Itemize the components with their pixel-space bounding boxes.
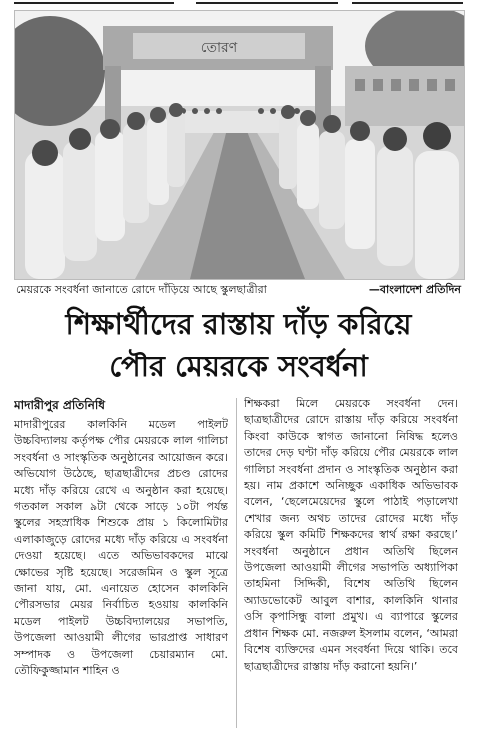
- byline: মাদারীপুর প্রতিনিধি: [14, 398, 106, 412]
- news-photo-illustration: [15, 11, 464, 279]
- article-body-right: শিক্ষকরা মিলে মেয়রকে সংবর্ধনা দেন। ছাত্রছাত্রীদের রোদে রাস্তায় দাঁড় করিয়ে সংবর্ধনা কিংবা কাউকে স্বাগত জানানো নিষিদ্ধ হলেও তাদের দেড় ঘণ্টা দাঁড় করিয়ে পৌর মেয়রকে লাল গালিচা সংবর্ধনা প্রদান ও সাংস্কৃতিক অনুষ্ঠান করা হয়। নাম প্রকাশে অনিচ্ছুক একাধিক অভিভাবক বলেন, ‘ছেলেমেয়েদের স্কুলে পাঠাই পড়ালেখা শেখার জন্য অথচ তাদের রোদের মধ্যে দাঁড় করিয়ে স্কুল কমিটি শিক্ষকদের স্বার্থ রক্ষা করছে।’ সংবর্ধনা অনুষ্ঠানে প্রধান অতিথি ছিলেন উপজেলা আওয়ামী লীগের সভাপতি অধ্যাপিকা তাহমিনা সিদ্দিকী, বিশেষ অতিথি ছিলেন অ্যাডভোকেট আবুল বাশার, কালকিনি থানার ওসি কৃপাসিন্ধু বালা প্রমুখ। এ ব্যাপারে স্কুলের প্রধান শিক্ষক মো. নজরুল ইসলাম বলেন, ‘আমরা বিশেষ ব্যক্তিদের এমন সংবর্ধনা দিয়ে থাকি। তবে ছাত্রছাত্রীদের রাস্তায় দাঁড় করানো হয়নি।’: [244, 397, 458, 673]
- article-column-right: [244, 396, 458, 732]
- headline: [14, 302, 463, 392]
- photo-credit: —বাংলাদেশ প্রতিদিন: [368, 283, 461, 296]
- headline-line-2: পৌর মেয়রকে সংবর্ধনা: [109, 349, 368, 383]
- photo-caption-row: [14, 281, 463, 299]
- column-divider: [236, 398, 237, 728]
- article-column-left: [14, 396, 228, 732]
- article-body-left: মাদারীপুরের কালকিনি মডেল পাইলট উচ্চবিদ্যালয় কর্তৃপক্ষ পৌর মেয়রকে লাল গালিচা সংবর্ধনা ও সাংস্কৃতিক অনুষ্ঠানের আয়োজন করে। অভিযোগ উঠেছে, ছাত্রছাত্রীদের প্রচণ্ড রোদের মধ্যে দাঁড় করিয়ে রেখে এ অনুষ্ঠান করা হয়েছে। গতকাল সকাল ৯টা থেকে সাড়ে ১০টা পর্যন্ত স্কুলের সহস্রাধিক শিশুকে প্রায় ১ কিলোমিটার এলাকাজুড়ে রোদের মধ্যে দাঁড় করিয়ে এ সংবর্ধনা দেওয়া হয়েছে। এতে অভিভাবকদের মাঝে ক্ষোভের সৃষ্টি হয়েছে। সরেজমিন ও স্কুল সূত্রে জানা যায়, মো. এনায়েত হোসেন কালকিনি পৌরসভার মেয়র নির্বাচিত হওয়ায় কালকিনি মডেল পাইলট উচ্চবিদ্যালয়ের সভাপতি, উপজেলা আওয়ামী লীগের ভারপ্রাপ্ত সাধারণ সম্পাদক ও উপজেলা চেয়ারম্যান মো. তৌফিকুজ্জামান শাহিন ও: [14, 418, 228, 678]
- top-rule: [0, 0, 477, 6]
- photo-caption: মেয়রকে সংবর্ধনা জানাতে রোদে দাঁড়িয়ে আছে স্কুলছাত্রীরা: [16, 283, 267, 296]
- headline-line-1: শিক্ষার্থীদের রাস্তায় দাঁড় করিয়ে: [65, 307, 412, 341]
- gate-banner-text: তোরণ: [200, 40, 238, 56]
- news-photo: [14, 10, 465, 280]
